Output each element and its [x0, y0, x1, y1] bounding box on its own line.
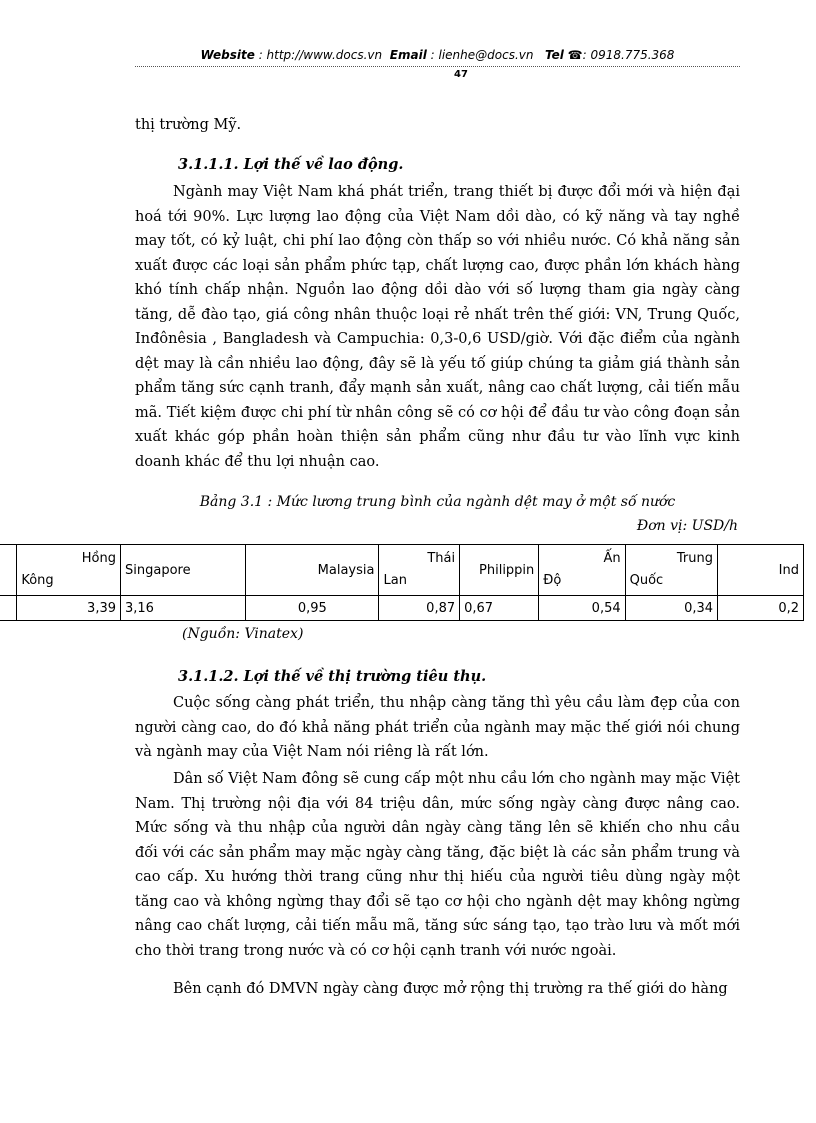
tel-value: : 0918.775.368 [582, 48, 675, 62]
page-number: 47 [454, 69, 468, 80]
value-cell: 0,87 [379, 596, 460, 621]
header-cell: Thái Lan [379, 545, 460, 596]
table-source: (Nguồn: Vinatex) [182, 626, 304, 642]
section-heading-market: 3.1.1.2. Lợi thế về thị trường tiêu thụ. [178, 668, 487, 685]
header-cell: Trung Quốc [625, 545, 717, 596]
header-cell: Ấn Độ [539, 545, 625, 596]
table-caption: Bảng 3.1 : Mức lương trung bình của ngành dệt may ở một số nước [199, 494, 676, 510]
value-cell: 3,39 [17, 596, 121, 621]
table-unit: Đơn vị: USD/h [636, 518, 738, 534]
header-divider [135, 66, 740, 67]
table-header-row [0, 545, 804, 596]
table-value-row [0, 596, 804, 621]
labor-paragraph: Ngành may Việt Nam khá phát triển, trang thiết bị được đổi mới và hiện đại hoá tới 90%. Lực lượng lao động của Việt Nam dồi dào, có kỹ năng và tay nghề may tốt, có kỷ luật, chi phí lao động còn thấp so với nhiều nước. Có khả năng sản xuất được các loại sản phẩm phức tạp, chất lượng cao, được phần lớn khách hàng khó tính chấp nhận. Nguồn lao động dồi dào với số lượng tham gia ngày càng tăng, dễ đào tạo, giá công nhân thuộc loại rẻ nhất trên thế giới: VN, Trung Quốc, Inđônêsia , Bangladesh và Campuchia: 0,3-0,6 USD/giờ. Với đặc điểm của ngành dệt may là cần nhiều lao động, đây sẽ là yếu tố giúp chúng ta giảm giá thành sản phẩm tăng sức cạnh tranh, đẩy mạnh sản xuất, nâng cao chất lượng, cải tiến mẫu mã. Tiết kiệm được chi phí từ nhân công sẽ có cơ hội để đầu tư vào công đoạn sản xuất khác góp phần hoàn thiện sản phẩm cũng như đầu tư vào lĩnh vực kinh doanh khác để thu lợi nhuận cao. [135, 184, 740, 470]
value-cell: 0,34 [625, 596, 717, 621]
value-cell: 0,67 [460, 596, 539, 621]
header-cell: Ind [718, 545, 804, 596]
value-cell: 0,95 [246, 596, 379, 621]
intro-line: thị trường Mỹ. [135, 117, 242, 133]
value-cell: 0,2 [718, 596, 804, 621]
header-cell: Philippin [460, 545, 539, 596]
website-label: Website [200, 48, 255, 62]
wage-table [0, 544, 804, 621]
page-header [135, 48, 740, 62]
section-heading-labor: 3.1.1.1. Lợi thế về lao động. [178, 156, 404, 173]
email-value: : lienhe@docs.vn [430, 48, 534, 62]
market-paragraph-3: Bên cạnh đó DMVN ngày càng được mở rộng thị trường ra thế giới do hàng [173, 981, 728, 997]
header-cell: Hồng Kông [17, 545, 121, 596]
header-cell: Singapore [121, 545, 246, 596]
tel-label: Tel [544, 48, 564, 62]
value-cell: 0,54 [539, 596, 625, 621]
header-cell: Malaysia [246, 545, 379, 596]
market-paragraph-2: Dân số Việt Nam đông sẽ cung cấp một nhu cầu lớn cho ngành may mặc Việt Nam. Thị trường nội địa với 84 triệu dân, mức sống ngày càng được nâng cao. Mức sống và thu nhập của người dân ngày càng tăng lên sẽ khiến cho nhu cầu đối với các sản phẩm may mặc ngày càng tăng, đặc biệt là các sản phẩm trung và cao cấp. Xu hướng thời trang cũng như thị hiếu của người tiêu dùng ngày một tăng cao và không ngừng thay đổi sẽ tạo cơ hội cho ngành dệt may không ngừng nâng cao chất lượng, cải tiến mẫu mã, tăng sức sáng tạo, tạo trào lưu và mốt mới cho thời trang trong nước và có cơ hội cạnh tranh với nước ngoài. [135, 771, 740, 959]
value-cell: 3,16 [121, 596, 246, 621]
header-cell [0, 545, 17, 596]
market-paragraph-1: Cuộc sống càng phát triển, thu nhập càng tăng thì yêu cầu làm đẹp của con người càng cao, do đó khả năng phát triển của ngành may mặc thế giới nói chung và ngành may của Việt Nam nói riêng là rất lớn. [135, 695, 740, 760]
email-label: Email [389, 48, 427, 62]
phone-icon: ☎ [567, 48, 583, 62]
value-cell [0, 596, 17, 621]
website-value: : http://www.docs.vn [258, 48, 383, 62]
